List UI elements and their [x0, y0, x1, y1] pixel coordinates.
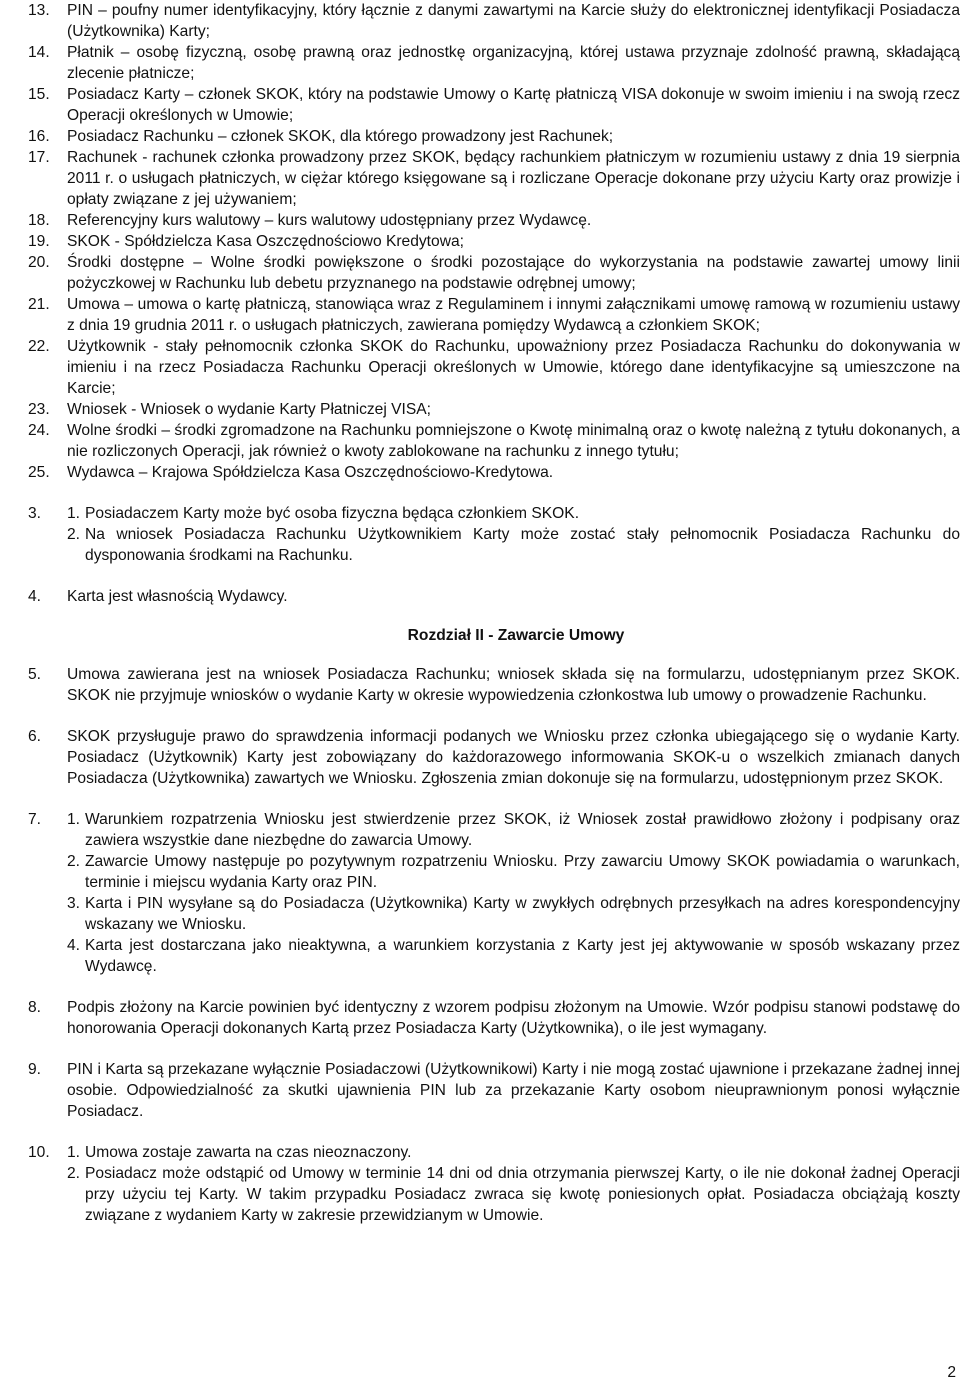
section-3: 3. 1. Posiadaczem Karty może być osoba fizyczna będąca członkiem SKOK. 2. Na wniosek Posiadacza Rachunku Użytkownikiem Karty może zostać stały pełnomocnik Posiadacza Rachunku do dysponowania środkami na Rachunku.	[28, 505, 960, 564]
section-10: 10. 1. Umowa zostaje zawarta na czas nieoznaczony. 2. Posiadacz może odstąpić od Umowy w terminie 14 dni od dnia otrzymania pierwszej Karty, o ile nie dokonał żadnej Operacji przy użyciu tej Karty. W takim przypadku Posiadacz zwraca się kwotę poniesionych opłat. Posiadacza obciążają koszty związane z wydaniem Karty w zakresie przewidzianym w Umowie.	[28, 1144, 960, 1224]
definition-item: 21. Umowa – umowa o kartę płatniczą, stanowiąca wraz z Regulaminem i innymi załącznikami umowę ramową w rozumieniu ustawy z dnia 19 grudnia 2011 r. o usługach płatniczych, zawierana pomiędzy Wydawcą a członkiem SKOK;	[28, 296, 960, 334]
document-body	[28, 0, 960, 1226]
subitem: 2. Posiadacz może odstąpić od Umowy w terminie 14 dni od dnia otrzymania pierwszej Karty, o ile nie dokonał żadnej Operacji przy użyciu tej Karty. W takim przypadku Posiadacz zwraca się kwotę poniesionych opłat. Posiadacza obciążają koszty związane z wydaniem Karty w zakresie przewidzianym w Umowie.	[67, 1165, 960, 1224]
definition-item: 23. Wniosek - Wniosek o wydanie Karty Płatniczej VISA;	[28, 401, 431, 418]
subitem: 1. Posiadaczem Karty może być osoba fizyczna będąca członkiem SKOK.	[67, 505, 580, 522]
subitem: 2. Zawarcie Umowy następuje po pozytywnym rozpatrzeniu Wniosku. Przy zawarciu Umowy SKOK powiadamia o warunkach, terminie i miejscu wydania Karty oraz PIN.	[67, 853, 960, 891]
definitions-list	[28, 0, 960, 483]
definition-item: 17. Rachunek - rachunek członka prowadzony przez SKOK, będący rachunkiem płatniczym w rozumieniu ustawy z dnia 19 sierpnia 2011 r. o usługach płatniczych, w ciężar którego księgowane są i rozliczane Operacje dokonane przy użyciu Karty oraz prowizje i opłaty związane z jej używaniem;	[28, 149, 960, 208]
section-7: 7. 1. Warunkiem rozpatrzenia Wniosku jest stwierdzenie przez SKOK, iż Wniosek został prawidłowo złożony i podpisany oraz zawiera wszystkie dane niezbędne do zawarcia Umowy. 2. Zawarcie Umowy następuje po pozytywnym rozpatrzeniu Wniosku. Przy zawarciu Umowy SKOK powiadamia o warunkach, terminie i miejscu wydania Karty oraz PIN. 3. Karta i PIN wysyłane są do Posiadacza (Użytkownika) Karty w zwykłych odrębnych przesyłkach na adres korespondencyjny wskazany we Wniosku. 4. Karta jest dostarczana jako nieaktywna, a warunkiem korzystania z Karty jest jej aktywowanie w sposób wskazany przez Wydawcę.	[28, 811, 960, 975]
subitem: 3. Karta i PIN wysyłane są do Posiadacza (Użytkownika) Karty w zwykłych odrębnych przesyłkach na adres korespondencyjny wskazany we Wniosku.	[67, 895, 960, 933]
section-5: 5. Umowa zawierana jest na wniosek Posiadacza Rachunku; wniosek składa się na formularzu, udostępnianym przez SKOK. SKOK nie przyjmuje wniosków o wydanie Karty w okresie wypowiedzenia członkostwa lub umowy o prowadzenie Rachunku.	[28, 666, 960, 704]
definition-item: 16. Posiadacz Rachunku – członek SKOK, dla którego prowadzony jest Rachunek;	[28, 128, 614, 145]
definition-item: 15. Posiadacz Karty – członek SKOK, który na podstawie Umowy o Kartę płatniczą VISA dokonuje w swoim imieniu i na swoją rzecz Operacji określonych w Umowie;	[28, 86, 960, 124]
definition-item: 13. PIN – poufny numer identyfikacyjny, który łącznie z danymi zawartymi na Karcie służy do elektronicznej identyfikacji Posiadacza (Użytkownika) Karty;	[28, 2, 960, 40]
subitem: 4. Karta jest dostarczana jako nieaktywna, a warunkiem korzystania z Karty jest jej aktywowanie w sposób wskazany przez Wydawcę.	[67, 937, 960, 975]
chapter-heading: Rozdział II - Zawarcie Umowy	[407, 627, 625, 644]
subitem: 1. Umowa zostaje zawarta na czas nieoznaczony.	[67, 1144, 412, 1161]
definition-item: 25. Wydawca – Krajowa Spółdzielcza Kasa Oszczędnościowo-Kredytowa.	[28, 464, 554, 481]
definition-item: 18. Referencyjny kurs walutowy – kurs walutowy udostępniany przez Wydawcę.	[28, 212, 592, 229]
definition-item: 20. Środki dostępne – Wolne środki powiększone o środki pozostające do wykorzystania na podstawie zawartej umowy linii pożyczkowej w Rachunku lub debetu przyznanego na podstawie odrębnej umowy;	[28, 254, 960, 292]
subitem: 1. Warunkiem rozpatrzenia Wniosku jest stwierdzenie przez SKOK, iż Wniosek został prawidłowo złożony i podpisany oraz zawiera wszystkie dane niezbędne do zawarcia Umowy.	[67, 811, 960, 849]
subitem: 2. Na wniosek Posiadacza Rachunku Użytkownikiem Karty może zostać stały pełnomocnik Posiadacza Rachunku do dysponowania środkami na Rachunku.	[67, 526, 960, 564]
section-8: 8. Podpis złożony na Karcie powinien być identyczny z wzorem podpisu złożonym na Umowie. Wzór podpisu stanowi podstawę do honorowania Operacji dokonanych Kartą przez Posiadacza Karty (Użytkownika), o ile jest wymagany.	[28, 999, 960, 1037]
definition-item: 22. Użytkownik - stały pełnomocnik członka SKOK do Rachunku, upoważniony przez Posiadacza Rachunku do dokonywania w imieniu i na rzecz Posiadacza Rachunku Operacji określonych w Umowie, którego dane identyfikacyjne są umieszczone na Karcie;	[28, 338, 960, 397]
section-6: 6. SKOK przysługuje prawo do sprawdzenia informacji podanych we Wniosku przez członka ubiegającego się o wydanie Karty. Posiadacz (Użytkownik) Karty jest zobowiązany do każdorazowego informowania SKOK-u o wszelkich zmianach danych Posiadacza (Użytkownika) zawartych we Wniosku. Zgłoszenia zmian dokonuje się na formularzu, udostępnionym przez SKOK.	[28, 728, 960, 787]
definition-item: 14. Płatnik – osobę fizyczną, osobę prawną oraz jednostkę organizacyjną, której ustawa przyznaje zdolność prawną, składającą zlecenie płatnicze;	[28, 44, 960, 82]
definition-item: 19. SKOK - Spółdzielcza Kasa Oszczędnościowo Kredytowa;	[28, 233, 464, 250]
page-number: 2	[947, 1364, 956, 1381]
section-4: 4. Karta jest własnością Wydawcy.	[28, 588, 288, 605]
definition-item: 24. Wolne środki – środki zgromadzone na Rachunku pomniejszone o Kwotę minimalną oraz o kwotę należną z tytułu dokonanych, a nie rozliczonych Operacji, jak również o kwoty zablokowane na rachunku z innego tytułu;	[28, 422, 960, 460]
section-9: 9. PIN i Karta są przekazane wyłącznie Posiadaczowi (Użytkownikowi) Karty i nie mogą zostać ujawnione i przekazane żadnej innej osobie. Odpowiedzialność za skutki ujawnienia PIN lub za przekazanie Karty osobom nieuprawnionym ponosi wyłącznie Posiadacz.	[28, 1061, 960, 1120]
